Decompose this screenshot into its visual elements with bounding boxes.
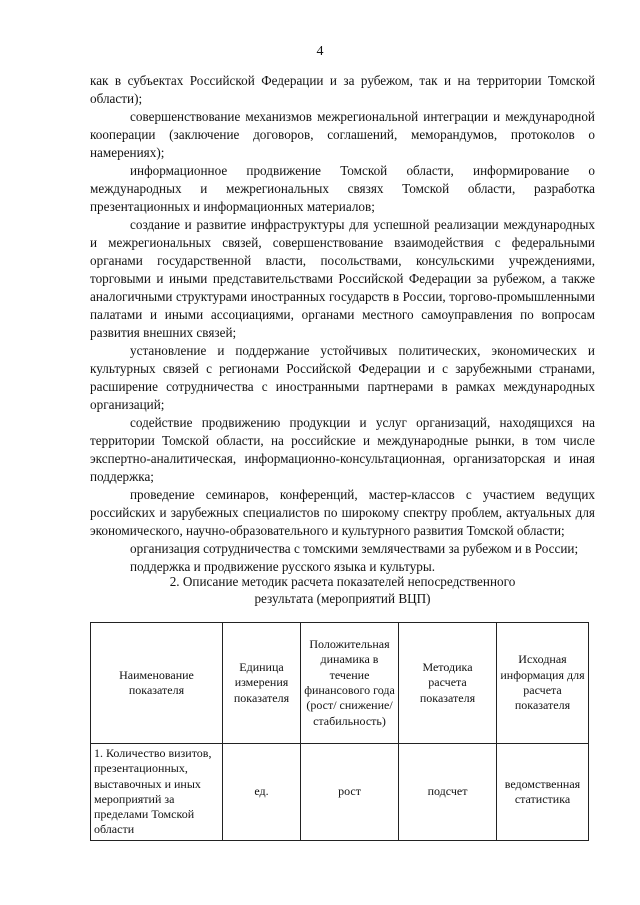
paragraph: совершенствование механизмов межрегиональной интеграции и международной кооперации (заключение договоров, соглашений, меморандумов, протоколов о намерениях); <box>90 109 595 160</box>
paragraph: информационное продвижение Томской области, информирование о международных и межрегиональных связях Томской области, разработка презентационных и информационных материалов; <box>90 163 595 214</box>
section-title-line: результата (мероприятий ВЦП) <box>254 591 431 606</box>
table-header-row <box>91 623 589 744</box>
body-text <box>90 72 595 576</box>
header-unit: Единица измерения показателя <box>223 623 301 744</box>
paragraph: содействие продвижению продукции и услуг организаций, находящихся на территории Томской области, на российские и международные рынки, в том числе экспертно-аналитическая, информационно-консультационная, организаторская и иная поддержка; <box>90 415 595 484</box>
paragraph: как в субъектах Российской Федерации и за рубежом, так и на территории Томской области); <box>90 73 595 106</box>
cell-unit: ед. <box>223 744 301 841</box>
header-source: Исходная информация для расчета показателя <box>497 623 589 744</box>
header-method: Методика расчета показателя <box>399 623 497 744</box>
section-title-line: 2. Описание методик расчета показателей непосредственного <box>169 574 516 589</box>
table-row <box>91 744 589 841</box>
header-dynamics: Положительная динамика в течение финансового года (рост/ снижение/ стабильность) <box>301 623 399 744</box>
paragraph: установление и поддержание устойчивых политических, экономических и культурных связей с регионами Российской Федерации и с зарубежными странами, расширение сотрудничества с иностранными партнерами в рамках международных организаций; <box>90 343 595 412</box>
cell-dynamics: рост <box>301 744 399 841</box>
paragraph: проведение семинаров, конференций, мастер-классов с участием ведущих российских и зарубежных специалистов по широкому спектру проблем, актуальных для экономического, научно-образовательного и культурного развития Томской области; <box>90 487 595 538</box>
cell-source: ведомственная статистика <box>497 744 589 841</box>
paragraph: создание и развитие инфраструктуры для успешной реализации международных и межрегиональных связей, совершенствование взаимодействия с федеральными органами государственной власти, посольствами, консульскими учреждениями, торговыми и иными представительствами Российской Федерации за рубежом, а также аналогичными структурами иностранных государств в России, торгово-промышленными палатами и иными ассоциациями, органами местного самоуправления по вопросам развития внешних связей; <box>90 217 595 340</box>
cell-method: подсчет <box>399 744 497 841</box>
cell-indicator-name: 1. Количество визитов, презентационных, выставочных и иных мероприятий за пределами Томской области <box>91 744 223 841</box>
paragraph: организация сотрудничества с томскими землячествами за рубежом и в России; <box>130 541 579 556</box>
page-number: 4 <box>316 44 324 59</box>
section-title <box>90 573 595 607</box>
paragraph: поддержка и продвижение русского языка и культуры. <box>130 559 436 574</box>
indicators-table <box>90 622 589 841</box>
header-indicator-name: Наименование показателя <box>91 623 223 744</box>
